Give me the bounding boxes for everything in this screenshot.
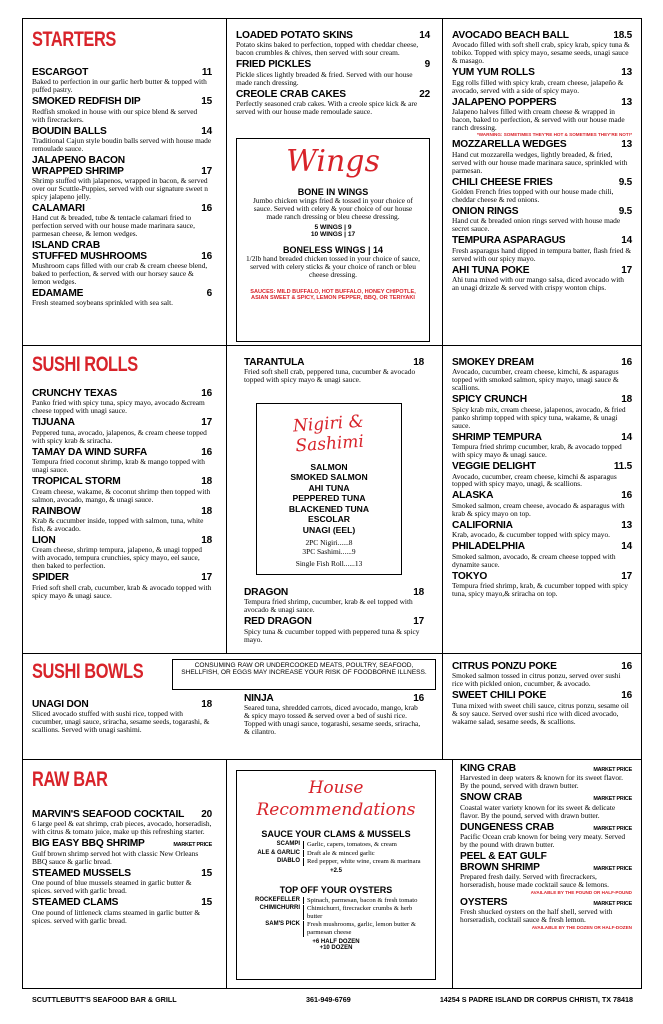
bowls-col2	[244, 694, 424, 739]
item-price: MARKET PRICE	[593, 901, 632, 908]
menu-item	[32, 97, 212, 123]
menu-item	[32, 68, 212, 94]
item-name: TROPICAL STORM	[32, 476, 121, 488]
item-heading	[452, 462, 632, 472]
item-price: 17	[621, 570, 632, 582]
menu-item	[32, 167, 212, 201]
item-desc: Cream cheese, wakame, & coconut shrimp then topped with salmon, avocado, mango, & unagi sauce.	[32, 486, 211, 504]
menu-item	[452, 207, 632, 233]
fish-roll-price: Single Fish Roll......13	[295, 558, 363, 568]
item-desc: Harvested in deep waters & known for its sweet flavor. By the pound, served with drawn butter.	[460, 773, 623, 791]
item-desc: Tempura fried shrimp cucumber, krab, & avocado topped with spicy mayo & unagi sauce.	[452, 442, 622, 460]
item-name: CRUNCHY TEXAS	[32, 388, 117, 399]
rawbar-col3	[460, 764, 632, 934]
item-desc: Potato skins baked to perfection, topped with cheddar cheese, bacon crumbles & chives, then served with sour cream.	[236, 40, 419, 58]
item-name: TARANTULA	[244, 357, 305, 368]
menu-item	[452, 358, 632, 392]
house-option	[245, 850, 427, 858]
item-price: 13	[621, 67, 632, 79]
item-price: 6	[206, 288, 212, 300]
item-price: 17	[201, 417, 212, 429]
item-name: EDAMAME	[32, 288, 84, 300]
item-price: 16	[621, 661, 632, 672]
footer-name: SCUTTLEBUTT'S SEAFOOD BAR & GRILL	[32, 995, 177, 1004]
house-option	[245, 858, 427, 866]
item-price: 16	[201, 388, 212, 399]
item-name: UNAGI DON	[32, 699, 89, 710]
house-option	[245, 921, 427, 936]
item-price: 11	[201, 67, 212, 78]
item-name: AVOCADO BEACH BALL	[452, 30, 569, 41]
item-name: TOKYO	[452, 570, 488, 582]
boneless-heading: BONELESS WINGS | 14	[282, 244, 384, 255]
item-desc: Avocado filled with soft shell crab, spicy krab, spicy tuna & tobiko. Topped with spicy mayo, sesame seeds, unagi sauce & masago.	[452, 40, 630, 66]
item-name: MOZZARELLA WEDGES	[452, 139, 567, 151]
option-name: ALE & GARLIC	[257, 849, 300, 856]
item-price: 18	[621, 394, 632, 406]
nigiri-item: ESCOLAR	[307, 514, 351, 525]
item-desc: Cream cheese, shrimp tempura, jalapeno, & unagi topped with avocado, tempura crunchies, spicy mayo, eel sauce, then baked to perfection.	[32, 545, 202, 571]
raw-bar-title: RAW BAR	[32, 768, 108, 791]
menu-item	[32, 477, 212, 503]
item-price: 18	[413, 357, 424, 368]
menu-item	[452, 462, 632, 488]
item-name: CREOLE CRAB CAKES	[236, 88, 346, 100]
nigiri-item: SALMON	[310, 462, 348, 472]
item-name: RAINBOW	[32, 505, 81, 517]
house-option	[245, 905, 427, 920]
item-price: 16	[201, 446, 212, 458]
item-desc: Shrimp stuffed with jalapenos, wrapped in bacon, & served over our Scuttle-Puppies, served with our signature sweet n spicy jalapeno jelly.	[32, 175, 208, 201]
house-title: House Recommendations	[256, 778, 416, 820]
item-name: BOUDIN BALLS	[32, 125, 107, 137]
raw-warning-text: CONSUMING RAW OR UNDERCOOKED MEATS, POULTRY, SEAFOOD, SHELLFISH, OR EGGS MAY INCREASE YOUR RISK OF FOODBORNE ILLNESS.	[181, 662, 427, 677]
item-price: 9.5	[618, 176, 632, 188]
item-desc: Ahi tuna mixed with our mango salsa, diced avocado with an unagi drizzle & served with crispy wonton chips.	[452, 275, 624, 293]
divider	[442, 653, 443, 759]
item-desc: One pound of blue mussels steamed in garlic butter & spices. served with garlic bread.	[32, 878, 192, 896]
item-name: FRIED PICKLES	[236, 59, 311, 71]
house-option	[245, 897, 427, 905]
item-price: 18	[201, 534, 212, 546]
menu-item	[32, 573, 212, 599]
item-price: 14	[621, 541, 632, 553]
item-price: MARKET PRICE	[593, 865, 632, 872]
item-price: 20	[201, 809, 212, 820]
item-name: TAMAY DA WIND SURFA	[32, 446, 148, 458]
menu-item	[244, 588, 424, 614]
item-desc: Fresh asparagus hand dipped in tempura batter, flash fried & served with our spicy mayo.	[452, 245, 632, 263]
menu-item	[452, 433, 632, 459]
nigiri-price: 2PC Nigiri......8	[305, 538, 353, 548]
item-price: 13	[621, 139, 632, 151]
item-price: 13	[621, 519, 632, 531]
item-name: ALASKA	[452, 490, 494, 502]
item-name: STEAMED MUSSELS	[32, 867, 131, 879]
rawbar-col1	[32, 810, 212, 928]
menu-item	[32, 252, 212, 286]
footer-address: 14254 S PADRE ISLAND DR CORPUS CHRISTI, TX 78418	[439, 995, 633, 1004]
item-name: CALAMARI	[32, 202, 85, 214]
option-desc: Draft ale & minced garlic	[303, 850, 375, 858]
menu-item	[452, 178, 632, 204]
item-price: 15	[201, 897, 212, 909]
option-desc: Red pepper, white wine, cream & marinara	[303, 858, 421, 866]
item-name: DUNGENESS CRAB	[460, 821, 554, 833]
menu-item	[236, 31, 430, 57]
item-heading	[460, 852, 632, 862]
item-desc: Baked to perfection in our garlic herb butter & topped with puffed pastry.	[32, 77, 207, 95]
menu-item	[32, 389, 212, 415]
menu-item	[244, 358, 424, 384]
item-price: MARKET PRICE	[593, 825, 632, 832]
item-desc: Fried soft shell crab, peppered tuna, cucumber & avocado topped with spicy mayo & unagi sauce.	[244, 367, 416, 385]
item-price: 16	[201, 202, 212, 214]
item-price: 11.5	[613, 461, 632, 473]
menu-item	[452, 542, 632, 568]
item-price: 9	[424, 59, 430, 71]
item-name: AHI TUNA POKE	[452, 264, 530, 276]
item-desc: Hand cut mozzarella wedges, lightly breaded, & fried, served with our house made marinara sauce, sprinkled with parmesan.	[452, 149, 628, 175]
item-name: NINJA	[244, 693, 274, 704]
item-price: 13	[621, 96, 632, 108]
item-name: CHILI CHEESE FRIES	[452, 176, 553, 188]
divider	[22, 345, 642, 346]
menu-item	[32, 839, 212, 865]
item-desc: Avocado, cucumber, cream cheese, kimchi & asparagus topped with spicy mayo, unagi, & scallions.	[452, 471, 617, 489]
sauce-heading: SAUCE YOUR CLAMS & MUSSELS	[261, 829, 411, 839]
item-desc: 6 large peel & eat shrimp, crab pieces, avocado, horseradish, with citrus & tomato juice, make up this refreshing starter.	[32, 819, 212, 837]
item-heading	[32, 898, 212, 908]
house-box	[236, 770, 436, 980]
item-price: MARKET PRICE	[173, 842, 212, 849]
sushi-col3	[452, 358, 632, 601]
option-desc: Spinach, parmesan, bacon & fresh tomato	[303, 897, 417, 905]
menu-item	[32, 156, 212, 166]
menu-item	[452, 68, 632, 94]
nigiri-title: Nigiri & Sashimi	[292, 411, 365, 457]
option-desc: Fresh mushrooms, garlic, lemon butter & parmesan cheese	[303, 921, 427, 936]
menu-item	[452, 572, 632, 598]
item-desc: Spicy krab mix, cream cheese, jalapenos, avocado, & fried panko shrimp topped with spicy tuna, wakame, & unagi sauce.	[452, 404, 626, 430]
bone-in-heading: BONE IN WINGS	[297, 187, 369, 197]
menu-item	[452, 491, 632, 517]
item-desc: Prepared fresh daily. Served with firecrackers, horseradish, house made cocktail sauce & lemons.	[460, 871, 609, 889]
item-note: AVAILABLE BY THE DOZEN OR HALF-DOZEN	[531, 925, 632, 931]
item-name: VEGGIE DELIGHT	[452, 461, 536, 473]
item-name: ONION RINGS	[452, 205, 519, 217]
item-name: STEAMED CLAMS	[32, 897, 119, 909]
item-price: 9.5	[618, 205, 632, 217]
item-desc: Panko fried with spicy tuna, spicy mayo, avocado &cream cheese topped with unagi sauce.	[32, 398, 205, 416]
item-price: 14	[419, 30, 430, 41]
option-desc: Garlic, capers, tomatoes, & cream	[303, 841, 397, 849]
nigiri-item: SMOKED SALMON	[290, 472, 368, 483]
oyster-price-dozen: +10 DOZEN	[319, 945, 353, 952]
item-name: MARVIN'S SEAFOOD COCKTAIL	[32, 809, 185, 820]
option-desc: Chimichurri, firecracker crumbs & herb butter	[303, 905, 427, 920]
divider	[226, 759, 227, 989]
menu-item	[452, 236, 632, 262]
item-name: ISLAND CRAB	[32, 240, 100, 252]
menu-item	[452, 521, 632, 539]
item-name: SPIDER	[32, 572, 69, 584]
item-price: 15	[201, 96, 212, 108]
divider	[226, 345, 227, 653]
item-desc: Coastal water variety known for its sweet & delicate flavor. By the pound, served with drawn butter.	[460, 802, 616, 820]
menu-item	[460, 863, 632, 896]
nigiri-item: PEPPERED TUNA	[292, 493, 366, 504]
item-name: BROWN SHRIMP	[460, 861, 540, 873]
divider	[442, 18, 443, 345]
item-desc: Tempura fried shrimp, cucumber, krab & eel topped with avocado & unagi sauce.	[244, 597, 413, 615]
sushi-bowls-title: SUSHI BOWLS	[32, 660, 144, 683]
item-name: SPICY CRUNCH	[452, 394, 527, 406]
item-note: AVAILABLE BY THE POUND OR HALF-POUND	[530, 889, 632, 895]
item-name: ESCARGOT	[32, 67, 89, 78]
item-price: 17	[413, 616, 424, 628]
menu-item	[32, 869, 212, 895]
raw-warning	[172, 659, 436, 690]
item-desc: Krab, avocado, & cucumber topped with spicy mayo.	[452, 530, 611, 540]
item-name: TIJUANA	[32, 417, 75, 429]
boneless-desc: 1/2lb hand breaded chicken tossed in your choice of sauce, served with celery sticks & your choice of ranch or bleu cheese dressing.	[245, 253, 421, 279]
item-price: MARKET PRICE	[593, 767, 632, 773]
item-desc: One pound of littleneck clams steamed in garlic butter & spices. served with garlic bread.	[32, 907, 201, 925]
item-desc: Avocado, cucumber, cream cheese, kimchi, & asparagus topped with smoked salmon, spicy mayo, unagi sauce & scallions.	[452, 367, 619, 393]
option-name: ROCKEFELLER	[255, 896, 300, 903]
menu-item	[460, 898, 632, 931]
house-option	[245, 841, 427, 849]
item-desc: Sliced avocado stuffed with sushi rice, topped with cucumber, unagi sauce, sriracha, sesame seeds, togarashi, & scallions. Served with unagi sashimi.	[32, 709, 210, 735]
nigiri-list	[263, 462, 395, 535]
item-name: OYSTERS	[460, 897, 508, 909]
oyster-heading: TOP OFF YOUR OYSTERS	[279, 884, 393, 895]
bowls-col1	[32, 700, 212, 737]
item-name: LION	[32, 534, 56, 546]
option-name: CHIMICHURRI	[259, 905, 300, 912]
nigiri-item: AHI TUNA	[308, 482, 350, 493]
footer-phone: 361-949-6769	[306, 995, 351, 1004]
item-name: RED DRAGON	[244, 616, 312, 628]
sauce-price: +2.5	[330, 867, 342, 874]
menu-item	[32, 204, 212, 238]
menu-item	[32, 898, 212, 924]
item-desc: Hand cut & breaded, tube & tentacle calamari fried to perfection served with our house made marinara sauce, parmesan cheese, & lemon wedges.	[32, 213, 195, 239]
item-desc: Fresh shucked oysters on the half shell, served with horseradish, cocktail sauce & fresh lemon.	[460, 907, 613, 925]
item-price: 18	[201, 699, 212, 710]
menu-item	[236, 60, 430, 86]
item-desc: Mushroom caps filled with our crab & cream cheese blend, baked to perfection, & served with our horsey sauce & lemon wedges.	[32, 261, 208, 287]
item-price: 18.5	[613, 30, 632, 41]
item-name: CALIFORNIA	[452, 519, 513, 531]
option-name: SAM'S PICK	[265, 921, 300, 928]
item-name: PEEL & EAT GULF	[460, 851, 547, 863]
menu-item	[460, 852, 632, 862]
starters-col1	[32, 68, 212, 310]
item-desc: Pacific Ocean crab known for being very meaty. Served by the pound with drawn butter.	[460, 832, 626, 850]
divider	[22, 653, 642, 654]
item-name: SMOKED REDFISH DIP	[32, 96, 141, 108]
item-name: SNOW CRAB	[460, 792, 523, 804]
sushi-rolls-title: SUSHI ROLLS	[32, 353, 138, 376]
starters-title: STARTERS	[32, 28, 116, 51]
wings-box	[236, 138, 430, 342]
item-desc: Pickle slices lightly breaded & fried. Served with our house made ranch dressing.	[236, 69, 413, 87]
starters-col3	[452, 31, 632, 295]
nigiri-item: UNAGI (EEL)	[302, 524, 356, 535]
menu-item	[32, 507, 212, 533]
item-price: 18	[413, 587, 424, 598]
item-price: 18	[201, 476, 212, 488]
option-name: SCAMPI	[276, 841, 300, 848]
item-name: JALAPENO POPPERS	[452, 96, 557, 108]
item-desc: Egg rolls filled with spicy krab, cream cheese, jalapeño & avocado, served with a side of spicy mayo.	[452, 77, 624, 95]
item-price: 17	[201, 572, 212, 584]
item-name: WRAPPED SHRIMP	[32, 165, 124, 177]
item-desc: Traditional Cajun style boudin balls served with house made remoulade sauce.	[32, 136, 212, 154]
item-name: KING CRAB	[460, 763, 516, 774]
item-desc: Perfectly seasoned crab cakes. With a creole spice kick & are served with our house made remoulade sauce.	[236, 99, 418, 117]
menu-item	[32, 418, 212, 444]
menu-item	[452, 662, 632, 688]
menu-item	[236, 90, 430, 116]
menu-item	[244, 617, 424, 643]
sushi-col2b	[244, 588, 424, 647]
item-name: LOADED POTATO SKINS	[236, 30, 353, 41]
divider	[442, 345, 443, 653]
item-desc: Fresh steamed soybeans sprinkled with sea salt.	[32, 298, 174, 308]
oyster-list	[245, 897, 427, 937]
sashimi-price: 3PC Sashimi......9	[302, 546, 356, 556]
item-name: PHILADELPHIA	[452, 541, 525, 553]
item-desc: Smoked salmon, cream cheese, avocado & asparagus with krab & spicy mayo on top.	[452, 500, 625, 518]
item-price: 16	[621, 490, 632, 502]
item-heading	[32, 477, 212, 487]
item-desc: Smoked salmon tossed in citrus ponzu, served over sushi rice with pickled onion, cucumber, & avocado.	[452, 671, 621, 689]
menu-item	[452, 31, 632, 65]
menu-item	[452, 691, 632, 725]
item-price: 16	[201, 250, 212, 262]
item-price: 16	[621, 690, 632, 702]
item-price: 14	[621, 235, 632, 247]
menu-item	[460, 823, 632, 849]
wings-title: Wings	[286, 144, 380, 179]
item-desc: Golden French fries topped with our house made chili, cheddar cheese & red onions.	[452, 187, 614, 204]
menu-item	[32, 289, 212, 307]
option-name: DIABLO	[277, 858, 300, 865]
divider	[226, 18, 227, 345]
item-desc: Seared tuna, shredded carrots, diced avocado, mango, krab & spicy mayo tossed & served over a bed of sushi rice. Topped with unagi sauce, togarashi, sesame seeds, sriracha, & cilantro.	[244, 703, 421, 737]
menu-item	[32, 810, 212, 836]
item-desc: Fried soft shell crab, cucumber, krab & avocado topped with spicy mayo & unagi sauce.	[32, 582, 212, 600]
nigiri-item: BLACKENED TUNA	[288, 503, 370, 514]
oyster-price-half: +6 HALF DOZEN	[312, 938, 360, 945]
item-name: YUM YUM ROLLS	[452, 67, 535, 79]
item-name: SHRIMP TEMPURA	[452, 431, 542, 443]
divider	[22, 759, 642, 760]
item-desc: Spicy tuna & cucumber topped with peppered tuna & spicy mayo.	[244, 626, 420, 644]
menu-item	[452, 395, 632, 429]
item-name: TEMPURA ASPARAGUS	[452, 235, 566, 247]
divider	[452, 759, 453, 989]
sushi-col2	[244, 358, 424, 387]
item-desc: Tempura fried coconut shrimp, krab & mango topped with unagi sauce.	[32, 457, 205, 475]
item-price: 17	[621, 264, 632, 276]
item-price: 16	[621, 357, 632, 368]
nigiri-box	[256, 403, 402, 575]
bone-in-price-5: 5 WINGS | 9	[314, 224, 352, 232]
menu-item	[452, 140, 632, 174]
item-name: BIG EASY BBQ SHRIMP	[32, 838, 145, 850]
sauce-list	[245, 841, 427, 866]
item-price: 16	[413, 693, 424, 704]
item-desc: Redfish smoked in house with our spice blend & served with firecrackers.	[32, 106, 198, 124]
menu-item	[32, 700, 212, 734]
menu-item	[452, 266, 632, 292]
item-price: 14	[621, 431, 632, 443]
item-price: 17	[201, 165, 212, 177]
item-price: 15	[201, 867, 212, 879]
item-name: STUFFED MUSHROOMS	[32, 250, 147, 262]
item-desc: Smoked salmon, avocado, & cream cheese topped with dynamite sauce.	[452, 551, 616, 569]
wing-sauces: SAUCES: MILD BUFFALO, HOT BUFFALO, HONEY CHIPOTLE, ASIAN SWEET & SPICY, LEMON PEPPER, BBQ, OR TERIYAKI	[250, 288, 416, 302]
item-desc: Gulf brown shrimp served hot with classic New Orleans BBQ sauce & garlic bread.	[32, 848, 199, 866]
item-name: JALAPENO BACON	[32, 155, 125, 167]
item-price: 22	[419, 88, 430, 100]
item-warning: *WARNING: SOMETIMES THEY'RE HOT & SOMETIMES THEY'RE NOT!*	[476, 132, 632, 138]
item-price: 14	[201, 125, 212, 137]
menu-item	[244, 694, 424, 736]
bone-in-desc: Jumbo chicken wings fried & tossed in your choice of sauce. Served with celery & your choice of our house made ranch dressing or bleu cheese dressing.	[253, 196, 413, 222]
item-desc: Peppered tuna, avocado, jalapenos, & cream cheese topped with spicy krab & sriracha.	[32, 427, 207, 445]
item-desc: Tempura fried shrimp, krab, & cucumber topped with spicy tuna, spicy mayo,& sriracha on top.	[452, 581, 628, 598]
item-price: 18	[201, 505, 212, 517]
item-name: SWEET CHILI POKE	[452, 690, 547, 702]
item-desc: Jalapeno halves filled with cream cheese & wrapped in bacon, baked to perfection, & served with our house made ranch dressing.	[452, 107, 625, 133]
bowls-col3	[452, 662, 632, 729]
menu-item	[32, 448, 212, 474]
item-desc: Krab & cucumber inside, topped with salmon, tuna, white fish, & avocado.	[32, 515, 204, 533]
menu-item	[452, 98, 632, 138]
menu-item	[32, 127, 212, 153]
item-name: DRAGON	[244, 587, 289, 598]
menu-item	[32, 536, 212, 570]
item-price: MARKET PRICE	[593, 796, 632, 803]
sushi-col1	[32, 389, 212, 603]
item-name: CITRUS PONZU POKE	[452, 661, 557, 672]
bone-in-price-10: 10 WINGS | 17	[310, 231, 356, 239]
item-heading	[32, 156, 212, 166]
item-desc: Tuna mixed with sweet chili sauce, citrus ponzu, sesame oil & soy sauce. Served over sushi rice with diced avocado, wakame salad, sesame seeds, & scallions.	[452, 700, 629, 726]
item-desc: Hand cut & breaded onion rings served with house made secret sauce.	[452, 216, 621, 234]
menu-item	[460, 764, 632, 790]
menu-item	[460, 793, 632, 819]
starters-col2	[236, 31, 430, 119]
item-name: SMOKEY DREAM	[452, 357, 534, 368]
